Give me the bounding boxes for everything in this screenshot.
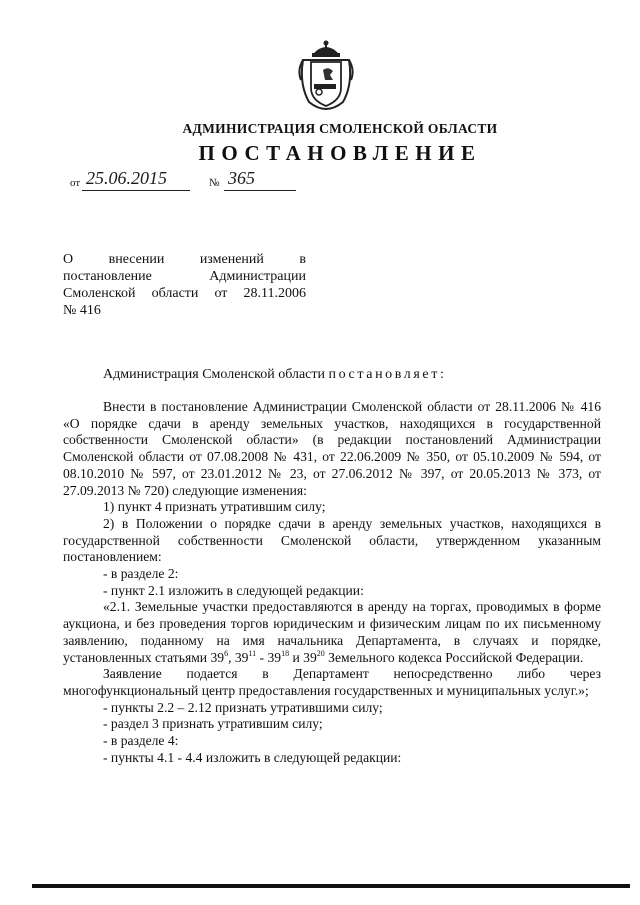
organization-title: АДМИНИСТРАЦИЯ СМОЛЕНСКОЙ ОБЛАСТИ: [182, 121, 498, 136]
handwritten-date: 25.06.2015: [86, 168, 167, 188]
document-body: [63, 399, 601, 766]
coat-of-arms-emblem: [295, 40, 357, 114]
number-underline: [224, 190, 296, 191]
bottom-divider: [32, 884, 630, 888]
body-paragraph: Внести в постановление Администрации Смоленской области от 28.11.2006 № 416 «О порядке сдачи в аренду земельных участков, находящихся в государственной собственности Смоленской области» (в редакции постановлений Администрации Смоленской области от 07.08.2008 № 431, от 22.06.2009 № 350, от 05.10.2009 № 594, от 08.10.2010 № 597, от 23.01.2012 № 23, от 27.06.2012 № 397, от 20.05.2013 № 373, от 27.09.2013 № 720) следующие изменения:: [63, 399, 601, 498]
handwritten-number: 365: [228, 168, 255, 188]
date-number-line: [70, 168, 310, 192]
subject-line: № 416: [63, 303, 101, 318]
body-paragraph: - пункты 2.2 – 2.12 признать утратившими силу;: [103, 699, 383, 715]
body-paragraph: - в разделе 4:: [103, 733, 179, 749]
preamble: [103, 367, 446, 383]
body-paragraph: - пункты 4.1 - 4.4 изложить в следующей редакции:: [103, 749, 402, 765]
body-paragraph: 1) пункт 4 признать утратившим силу;: [103, 499, 326, 515]
document-subject: [63, 251, 306, 319]
body-paragraph: Заявление подается в Департамент непосредственно либо через многофункциональный центр предоставления государственных и муниципальных услуг.»;: [63, 666, 601, 698]
preamble-text: Администрация Смоленской области: [103, 367, 329, 382]
body-paragraph-quoted: «2.1. Земельные участки предоставляются в аренду на торгах, проводимых в форме аукциона, и без проведения торгов юридическим и физическим лицам по их письменному заявлению, поданному на имя начальника Департамента, в случаях и порядке, установленных статьями $39^6$, $39^{11} - 39^{18}$ и $39^{20}$ Земельного кодекса Российской Федерации.: [63, 599, 601, 665]
body-paragraph: - в разделе 2:: [103, 566, 179, 582]
subject-line: О внесении изменений в: [63, 252, 306, 267]
preamble-decree-word: постановляет:: [328, 367, 447, 382]
date-prefix: от: [70, 177, 81, 189]
body-paragraph: - раздел 3 признать утратившим силу;: [103, 716, 323, 732]
document-type-title: ПОСТАНОВЛЕНИЕ: [198, 141, 482, 165]
subject-line: постановление Администрации: [63, 269, 306, 284]
number-prefix: №: [209, 177, 220, 189]
body-paragraph: 2) в Положении о порядке сдачи в аренду земельных участков, находящихся в государственной собственности Смоленской области, утвержденном указанным постановлением:: [63, 515, 601, 565]
body-paragraph: - пункт 2.1 изложить в следующей редакции:: [103, 582, 364, 598]
date-underline: [82, 190, 190, 191]
subject-line: Смоленской области от 28.11.2006: [63, 286, 306, 301]
